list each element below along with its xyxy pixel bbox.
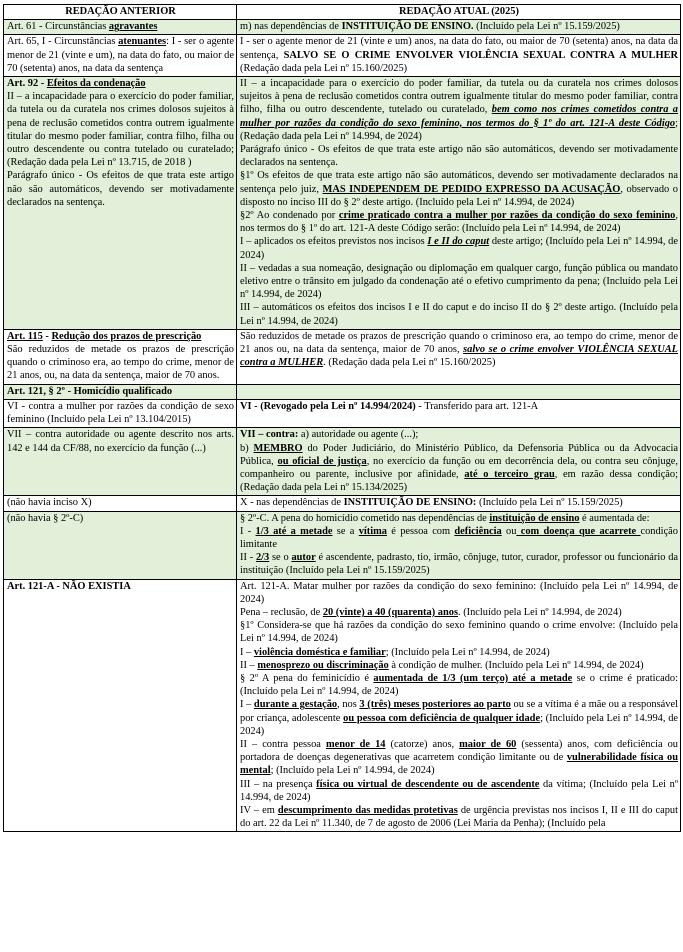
- previous-cell: Art. 115 - Redução dos prazos de prescrição São reduzidos de metade os prazos de prescrição quando o criminoso era, ao tempo do crime, menor de 21 anos, ou, na data da sentença, maior de 70 anos.: [4, 329, 237, 384]
- previous-cell: VI - contra a mulher por razões da condição de sexo feminino (Incluído pela Lei nº 13.104/2015): [4, 399, 237, 427]
- table-row: [4, 496, 681, 511]
- table-row: [4, 77, 681, 330]
- previous-cell: (não havia § 2º-C): [4, 511, 237, 579]
- table-row: [4, 511, 681, 579]
- previous-cell: VII – contra autoridade ou agente descrito nos arts. 142 e 144 da CF/88, no exercício da função (...): [4, 428, 237, 496]
- law-comparison-table: [3, 4, 681, 832]
- current-cell: m) nas dependências de INSTITUIÇÃO DE ENSINO. (Incluído pela Lei nº 15.159/2025): [237, 20, 681, 35]
- current-cell: VII – contra: a) autoridade ou agente (...); b) MEMBRO do Poder Judiciário, do Ministério Público, da Defensoria Pública ou da Advocacia Pública, ou oficial de justiça, no exercício da função ou em decorrência dela, ou contra seu cônjuge, companheiro ou parente, inclusive por afinidade, até o terceiro grau, em razão dessa condição; (Redação dada pela Lei nº 15.134/2025): [237, 428, 681, 496]
- table-row: [4, 384, 681, 399]
- previous-cell: (não havia inciso X): [4, 496, 237, 511]
- previous-cell: Art. 121, § 2º - Homicídio qualificado: [4, 384, 237, 399]
- table-row: [4, 20, 681, 35]
- table-row: [4, 329, 681, 384]
- current-cell: Art. 121-A. Matar mulher por razões da condição do sexo feminino: (Incluído pela Lei nº 14.994, de 2024) Pena – reclusão, de 20 (vinte) a 40 (quarenta) anos. (Incluído pela Lei nº 14.994, de 2024) §1º Considera-se que há razões da condição do sexo feminino quando o crime envolve: (Incluído pela Lei nº 14.994, de 2024) I – violência doméstica e familiar; (Incluído pela Lei nº 14.994, de 2024) II – menosprezo ou discriminação à condição de mulher. (Incluído pela Lei nº 14.994, de 2024) § 2º A pena do feminicídio é aumentada de 1/3 (um terço) até a metade se o crime é praticado: (Incluído pela Lei nº 14.994, de 2024) I – durante a gestação, nos 3 (três) meses posteriores ao parto ou se a vítima é a mãe ou a responsável por criança, adolescente ou pessoa com deficiência de qualquer idade; (Incluído pela Lei nº 14.994, de 2024) II – contra pessoa menor de 14 (catorze) anos, maior de 60 (sessenta) anos, com deficiência ou portadora de doenças degenerativas que acarretem condição limitante ou de vulnerabilidade física ou mental; (Incluído pela Lei nº 14.994, de 2024) III – na presença física ou virtual de descendente ou de ascendente da vítima; (Incluído pela Lei nº 14.994, de 2024) IV – em descumprimento das medidas protetivas de urgência previstas nos incisos I, II e III do caput do art. 22 da Lei nº 11.340, de 7 de agosto de 2006 (Lei Maria da Penha); (Incluído pela: [237, 579, 681, 832]
- table-row: [4, 428, 681, 496]
- article-title: Art. 92 - Efeitos da condenação: [7, 78, 146, 90]
- previous-cell: Art. 65, I - Circunstâncias atenuantes: I - ser o agente menor de 21 (vinte e um), na data do fato, ou maior de 70 (setenta) anos, na data da sentença: [4, 35, 237, 77]
- current-cell: [237, 384, 681, 399]
- previous-cell: Art. 121-A - NÃO EXISTIA: [4, 579, 237, 832]
- current-cell: II – a incapacidade para o exercício do poder familiar, da tutela ou da curatela nos crimes dolosos sujeitos à pena de reclusão cometidos contra outrem igualmente titular do mesmo poder familiar, contra filho, filha ou outro descendente, tutelado ou curatelado, bem como nos crimes cometidos contra a mulher por razões da condição do sexo feminino, nos termos do § 1º do art. 121-A deste Código; (Redação dada pela Lei nº 14.994, de 2024) Parágrafo único - Os efeitos de que trata este artigo não são automáticos, devendo ser motivadamente declarados na sentença. §1º Os efeitos de que trata este artigo não são automáticos, devendo ser motivadamente declarados na sentença pelo juiz, MAS INDEPENDEM DE PEDIDO EXPRESSO DA ACUSAÇÃO, observado o disposto no inciso III do § 2º deste artigo. (Incluído pela Lei nº 14.994, de 2024) §2º Ao condenado por crime praticado contra a mulher por razões da condição do sexo feminino, nos termos do § 1º do art. 121-A deste Código serão: (Incluído pela Lei nº 14.994, de 2024) I – aplicados os efeitos previstos nos incisos I e II do caput deste artigo; (Incluído pela Lei nº 14.994, de 2024) II – vedadas a sua nomeação, designação ou diplomação em qualquer cargo, função pública ou mandato eletivo entre o trânsito em julgado da condenação até o efetivo cumprimento da pena; (Incluído pela Lei nº 14.994, de 2024) III – automáticos os efeitos dos incisos I e II do caput e do inciso II do § 2º deste artigo. (Incluído pela Lei nº 14.994, de 2024): [237, 77, 681, 330]
- table-row: [4, 35, 681, 77]
- current-cell: I - ser o agente menor de 21 (vinte e um) anos, na data do fato, ou maior de 70 (setenta) anos, na data da sentença, SALVO SE O CRIME ENVOLVER VIOLÊNCIA SEXUAL CONTRA A MULHER (Redação dada pela Lei nº 15.160/2025): [237, 35, 681, 77]
- previous-cell: Art. 92 - Efeitos da condenação II – a incapacidade para o exercício do poder familiar, da tutela ou da curatela nos crimes dolosos sujeitos à pena de reclusão cometidos contra outrem igualmente titular do mesmo poder familiar, contra filho, filha ou outro descendente ou contra tutelado ou curatelado; (Redação dada pela Lei nº 13.715, de 2018 ) Parágrafo único - Os efeitos de que trata este artigo não são automáticos, devendo ser motivadamente declarados na sentença.: [4, 77, 237, 330]
- table-row: [4, 399, 681, 427]
- table-row: [4, 579, 681, 832]
- header-previous-wording: REDAÇÃO ANTERIOR: [4, 5, 237, 20]
- header-row: [4, 5, 681, 20]
- current-cell: São reduzidos de metade os prazos de prescrição quando o criminoso era, ao tempo do crime, menor de 21 anos ou, na data da sentença, maior de 70 anos, salvo se o crime envolver VIOLÊNCIA SEXUAL contra a MULHER. (Redação dada pela Lei nº 15.160/2025): [237, 329, 681, 384]
- header-current-wording: REDAÇÃO ATUAL (2025): [237, 5, 681, 20]
- current-cell: VI - (Revogado pela Lei nº 14.994/2024) - Transferido para art. 121-A: [237, 399, 681, 427]
- current-cell: § 2º-C. A pena do homicídio cometido nas dependências de instituição de ensino é aumentada de: I - 1/3 até a metade se a vítima é pessoa com deficiência ou com doença que acarrete condição limitante II - 2/3 se o autor é ascendente, padrasto, tio, irmão, cônjuge, tutor, curador, professor ou funcionário da instituição (Incluído pela Lei nº 15.159/2025): [237, 511, 681, 579]
- current-cell: X - nas dependências de INSTITUIÇÃO DE ENSINO: (Incluído pela Lei nº 15.159/2025): [237, 496, 681, 511]
- previous-cell: Art. 61 - Circunstâncias agravantes: [4, 20, 237, 35]
- article-title: Art. 115 - Redução dos prazos de prescrição: [7, 330, 202, 342]
